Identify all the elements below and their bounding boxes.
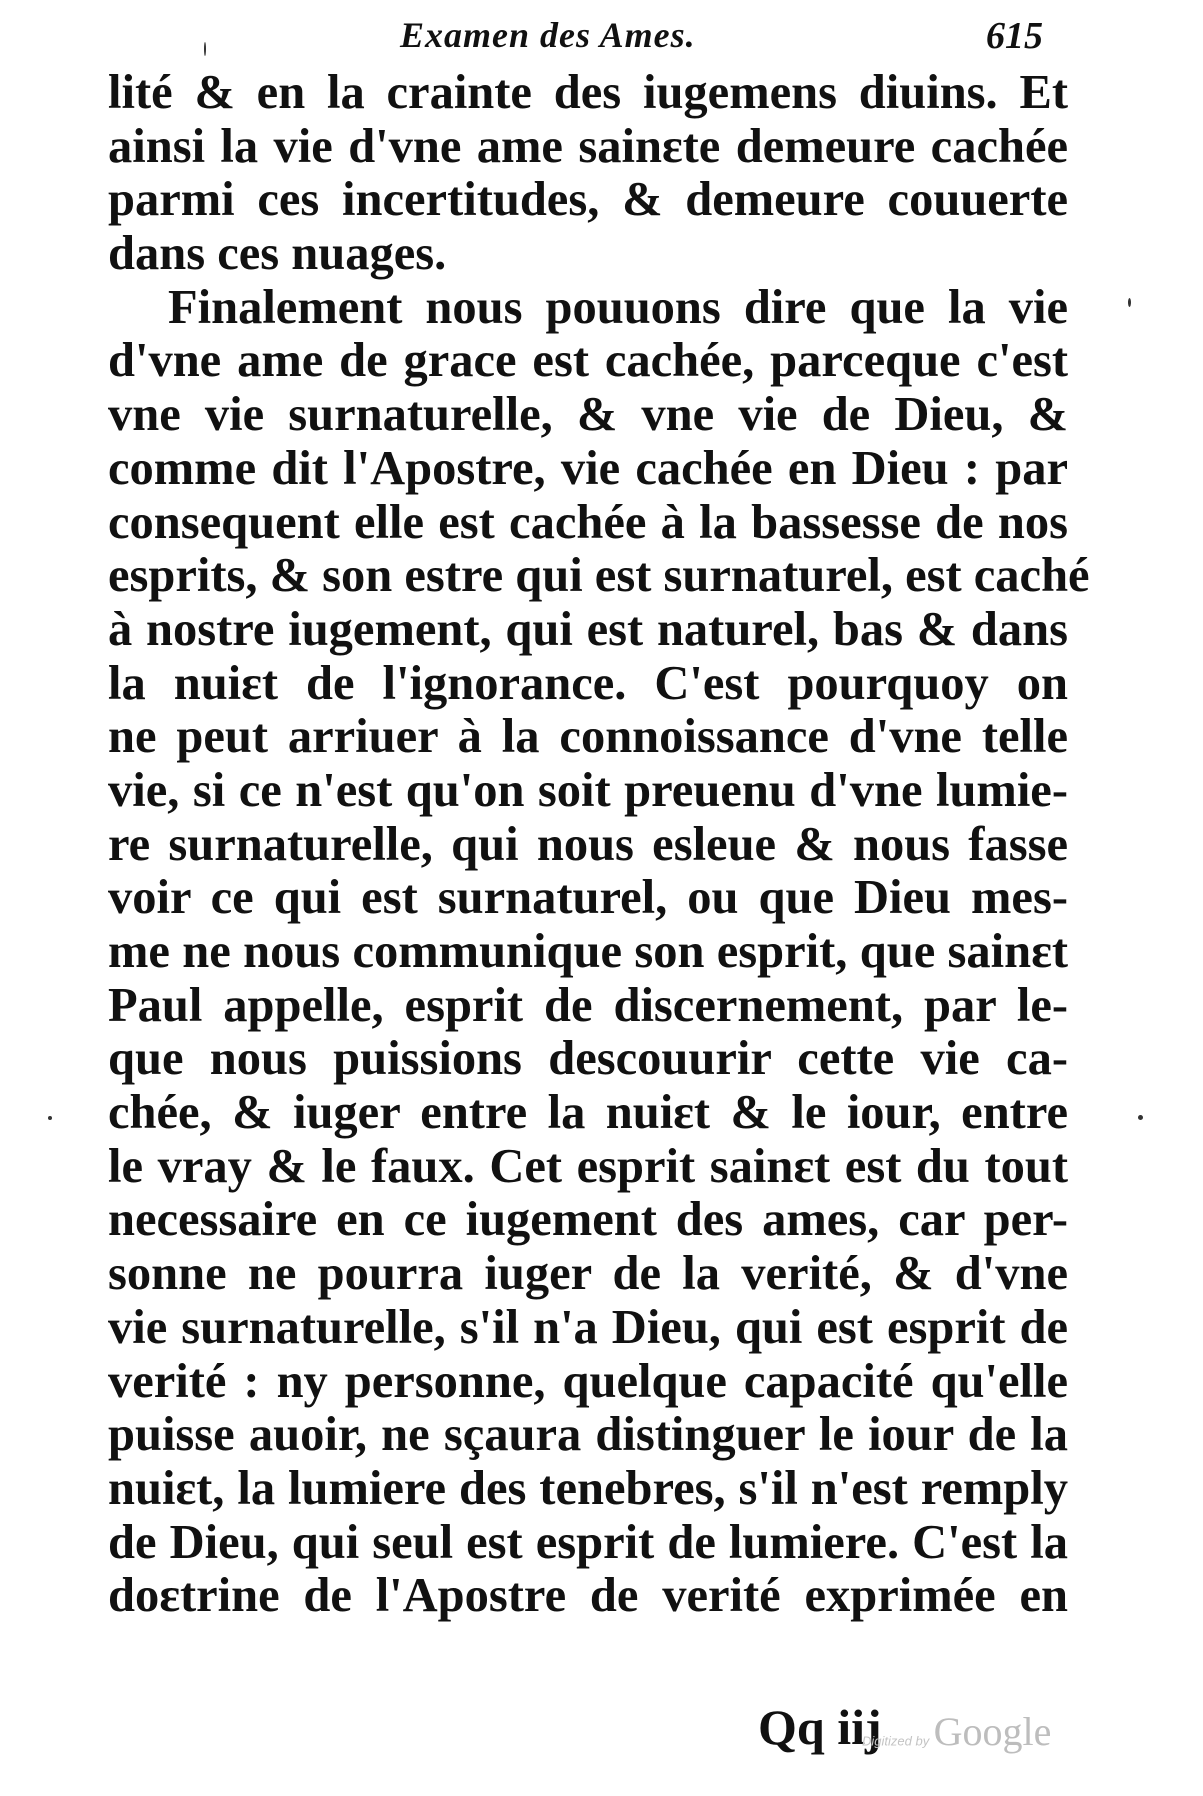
text-line: vie surnaturelle, s'il n'a Dieu, qui est esprit de xyxy=(108,1300,1068,1354)
text-line: ne peut arriuer à la connoissance d'vne telle xyxy=(108,710,1068,764)
text-line: necessaire en ce iugement des ames, car per- xyxy=(108,1193,1068,1247)
watermark-label: Digitized by xyxy=(862,1733,930,1749)
google-logo: Google xyxy=(933,1709,1052,1754)
text-line: que nous puissions descouurir cette vie ca- xyxy=(108,1032,1068,1086)
text-line: dans ces nuages. xyxy=(108,227,447,281)
digitized-watermark xyxy=(862,1708,1051,1755)
text-line: puisse auoir, ne sçaura distinguer le iour de la xyxy=(108,1408,1068,1462)
running-head: Examen des Ames. xyxy=(400,15,696,55)
margin-speck xyxy=(204,42,206,56)
text-line: comme dit l'Apostre, vie cachée en Dieu : par xyxy=(108,441,1068,495)
text-line: me ne nous communique son esprit, que sainɛt xyxy=(108,925,1068,978)
text-line: à nostre iugement, qui est naturel, bas & dans xyxy=(108,602,1068,656)
body-text xyxy=(108,66,1090,1623)
text-line: vne vie surnaturelle, & vne vie de Dieu, & xyxy=(108,388,1068,442)
page-number: 615 xyxy=(986,15,1043,57)
text-line: doɛtrine de l'Apostre de verité exprimée en xyxy=(108,1569,1068,1623)
text-line: la nuiɛt de l'ignorance. C'est pourquoy on xyxy=(108,656,1068,710)
text-line: esprits, & son estre qui est surnaturel, est caché xyxy=(108,549,1090,603)
text-line: voir ce qui est surnaturel, ou que Dieu mes- xyxy=(108,871,1068,925)
text-line: ainsi la vie d'vne ame sainɛte demeure cachée xyxy=(108,119,1068,173)
text-line: consequent elle est cachée à la bassesse de nos xyxy=(108,495,1068,549)
text-line: lité & en la crainte des iugemens diuins. Et xyxy=(108,66,1068,119)
text-line: sonne ne pourra iuger de la verité, & d'vne xyxy=(108,1247,1068,1301)
margin-speck xyxy=(48,1116,52,1120)
margin-speck xyxy=(1128,298,1131,307)
text-line: nuiɛt, la lumiere des tenebres, s'il n'est remply xyxy=(108,1461,1068,1515)
text-line: verité : ny personne, quelque capacité qu'elle xyxy=(108,1354,1068,1408)
text-line: chée, & iuger entre la nuiɛt & le iour, entre xyxy=(108,1086,1068,1140)
text-line: re surnaturelle, qui nous esleue & nous fasse xyxy=(108,817,1068,871)
margin-speck xyxy=(1138,1115,1143,1120)
text-line: de Dieu, qui seul est esprit de lumiere. C'est la xyxy=(108,1515,1068,1569)
signature-mark: Qq iij xyxy=(758,1699,882,1755)
text-line: Paul appelle, esprit de discernement, par le- xyxy=(108,978,1068,1032)
text-line: d'vne ame de grace est cachée, parceque c'est xyxy=(108,334,1068,388)
paragraph-start-line: Finalement nous pouuons dire que la vie xyxy=(168,280,1068,334)
text-line: le vray & le faux. Cet esprit sainɛt est du tout xyxy=(108,1139,1068,1193)
text-line: vie, si ce n'est qu'on soit preuenu d'vne lumie- xyxy=(108,763,1068,817)
text-line: parmi ces incertitudes, & demeure couuerte xyxy=(108,173,1068,227)
